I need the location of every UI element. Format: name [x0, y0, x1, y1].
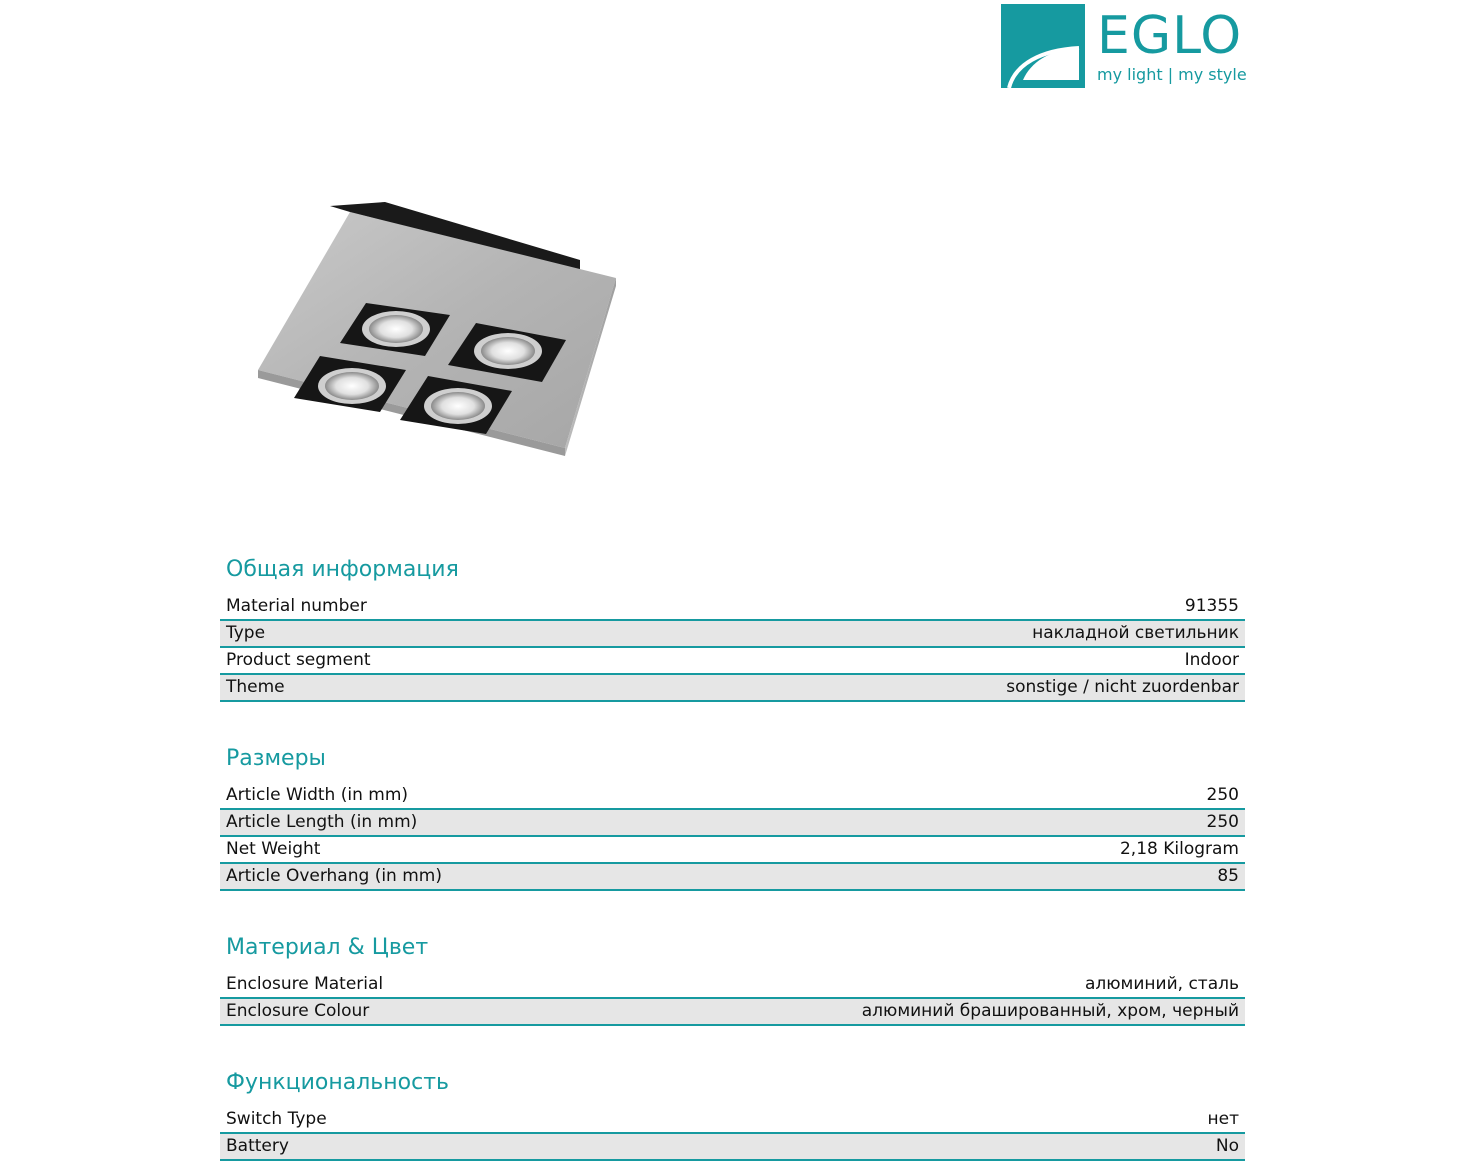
product-image: [250, 198, 622, 460]
row-value: алюминий брашированный, хром, черный: [861, 1001, 1239, 1021]
row-value: 250: [1206, 812, 1239, 832]
row-label: Net Weight: [226, 839, 321, 859]
row-value: 85: [1217, 866, 1239, 886]
row-value: 2,18 Kilogram: [1119, 839, 1239, 859]
table-row: [220, 675, 1245, 702]
row-value: алюминий, сталь: [1084, 974, 1239, 994]
row-label: Battery: [226, 1136, 289, 1156]
section-title: Общая информация: [226, 557, 459, 582]
table-row: [220, 837, 1245, 864]
section-dimensions: [220, 745, 1245, 891]
section-title: Размеры: [226, 746, 326, 771]
row-value: накладной светильник: [1032, 623, 1239, 643]
section-material-colour: [220, 934, 1245, 1026]
table-row: [220, 648, 1245, 675]
section-functionality: [220, 1069, 1245, 1161]
table-row: [220, 810, 1245, 837]
table-row: [220, 594, 1245, 621]
table-row: [220, 1134, 1245, 1161]
row-value: нет: [1207, 1109, 1239, 1129]
brand-name: EGLO: [1097, 6, 1243, 66]
section-title: Материал & Цвет: [226, 935, 429, 960]
row-label: Enclosure Colour: [226, 1001, 370, 1021]
table-row: [220, 972, 1245, 999]
eglo-logo: [1001, 4, 1251, 88]
row-label: Switch Type: [226, 1109, 327, 1129]
table-row: [220, 864, 1245, 891]
table-row: [220, 1107, 1245, 1134]
row-label: Product segment: [226, 650, 371, 670]
row-label: Article Length (in mm): [226, 812, 418, 832]
section-general-info: [220, 556, 1245, 702]
table-row: [220, 999, 1245, 1026]
row-label: Article Width (in mm): [226, 785, 409, 805]
table-row: [220, 783, 1245, 810]
section-title: Функциональность: [226, 1070, 449, 1095]
brand-tagline: my light | my style: [1097, 65, 1247, 84]
row-label: Type: [226, 623, 266, 643]
row-value: 250: [1206, 785, 1239, 805]
row-value: No: [1215, 1136, 1239, 1156]
row-label: Theme: [226, 677, 285, 697]
eglo-logo-icon: [1001, 4, 1085, 88]
table-row: [220, 621, 1245, 648]
row-value: Indoor: [1184, 650, 1239, 670]
row-label: Enclosure Material: [226, 974, 384, 994]
row-value: sonstige / nicht zuordenbar: [1006, 677, 1239, 697]
row-value: 91355: [1184, 596, 1239, 616]
row-label: Material number: [226, 596, 367, 616]
row-label: Article Overhang (in mm): [226, 866, 442, 886]
